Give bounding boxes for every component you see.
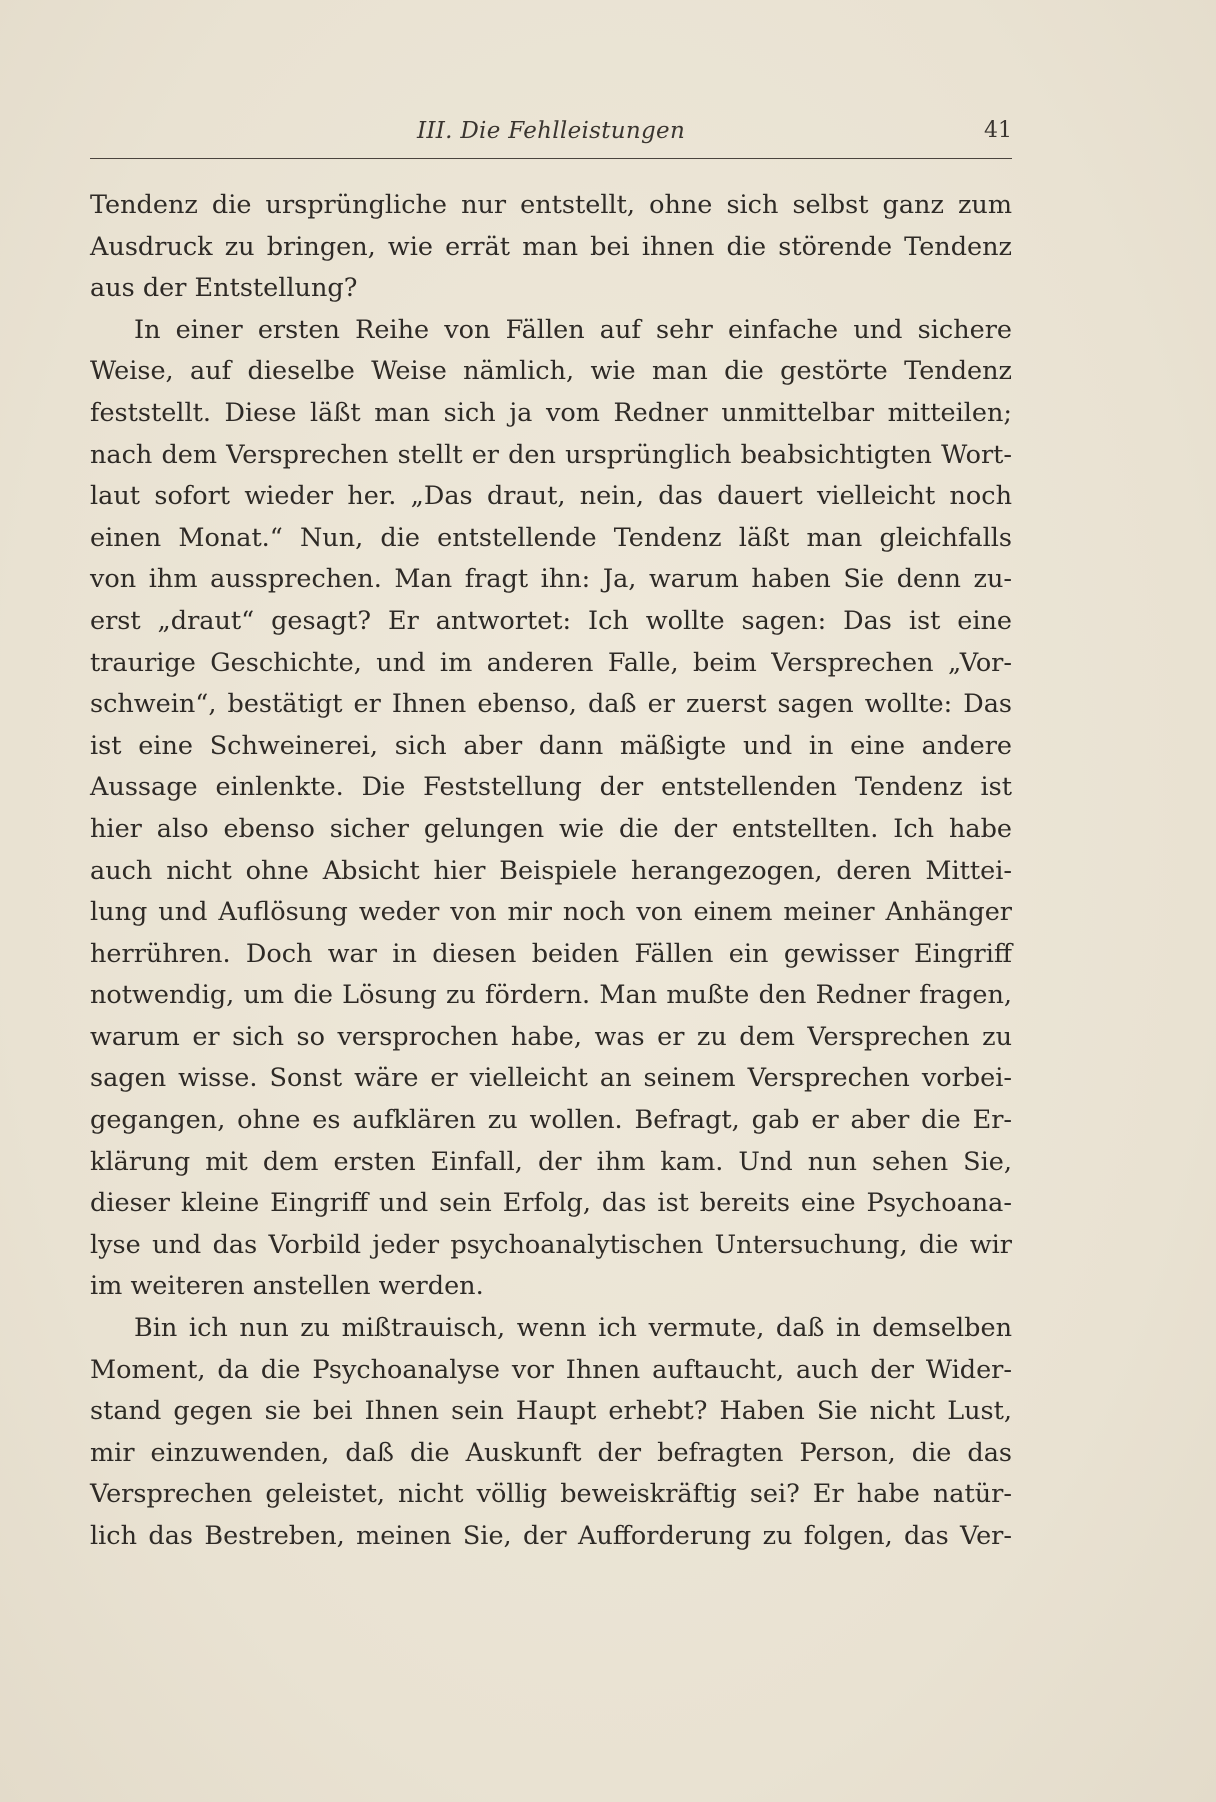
text-line: lung und Auflösung weder von mir noch von einem meiner Anhänger (90, 897, 1012, 928)
text-line: herrühren. Doch war in diesen beiden Fällen ein gewisser Eingriff (90, 938, 1012, 969)
text-line: traurige Geschichte, und im anderen Falle, beim Versprechen „Vor- (90, 647, 1012, 678)
text-line: feststellt. Diese läßt man sich ja vom Redner unmittelbar mitteilen; (90, 397, 1012, 428)
text-line: Versprechen geleistet, nicht völlig beweiskräftig sei? Er habe natür- (90, 1479, 1012, 1510)
text-line: auch nicht ohne Absicht hier Beispiele herangezogen, deren Mittei- (90, 855, 1012, 886)
running-head (90, 118, 1012, 154)
text-line: ist eine Schweinerei, sich aber dann mäßigte und in eine andere (90, 730, 1012, 761)
text-line: In einer ersten Reihe von Fällen auf sehr einfache und sichere (134, 314, 1012, 345)
text-line: Ausdruck zu bringen, wie errät man bei ihnen die störende Tendenz (90, 231, 1012, 262)
page-number: 41 (984, 118, 1012, 143)
text-line: hier also ebenso sicher gelungen wie die der entstellten. Ich habe (90, 813, 1012, 844)
text-line: stand gegen sie bei Ihnen sein Haupt erhebt? Haben Sie nicht Lust, (90, 1396, 1012, 1427)
text-line: im weiteren anstellen werden. (90, 1271, 484, 1302)
text-line: dieser kleine Eingriff und sein Erfolg, das ist bereits eine Psychoana- (90, 1188, 1012, 1219)
text-line: aus der Entstellung? (90, 273, 358, 304)
text-line: schwein“, bestätigt er Ihnen ebenso, daß er zuerst sagen wollte: Das (90, 689, 1012, 720)
text-line: gegangen, ohne es aufklären zu wollen. Befragt, gab er aber die Er- (90, 1105, 1012, 1136)
running-title: III. Die Fehlleistungen (416, 118, 686, 144)
body-text (90, 185, 1012, 1558)
text-line: Weise, auf dieselbe Weise nämlich, wie man die gestörte Tendenz (90, 356, 1012, 387)
text-line: sagen wisse. Sonst wäre er vielleicht an seinem Versprechen vorbei- (90, 1063, 1012, 1094)
text-line: Aussage einlenkte. Die Feststellung der entstellenden Tendenz ist (90, 772, 1012, 803)
text-line: Moment, da die Psychoanalyse vor Ihnen auftaucht, auch der Wider- (90, 1354, 1012, 1385)
text-line: Bin ich nun zu mißtrauisch, wenn ich vermute, daß in demselben (134, 1313, 1012, 1344)
text-line: nach dem Versprechen stellt er den ursprünglich beabsichtigten Wort- (90, 439, 1012, 470)
header-rule (90, 158, 1012, 159)
text-line: erst „draut“ gesagt? Er antwortet: Ich wollte sagen: Das ist eine (90, 605, 1012, 636)
text-line: lyse und das Vorbild jeder psychoanalytischen Untersuchung, die wir (90, 1229, 1012, 1260)
text-line: einen Monat.“ Nun, die entstellende Tendenz läßt man gleichfalls (90, 522, 1012, 553)
text-line: mir einzuwenden, daß die Auskunft der befragten Person, die das (90, 1437, 1012, 1468)
text-line: laut sofort wieder her. „Das draut, nein, das dauert vielleicht noch (90, 481, 1012, 512)
text-line: von ihm aussprechen. Man fragt ihn: Ja, warum haben Sie denn zu- (90, 564, 1012, 595)
text-line: Tendenz die ursprüngliche nur entstellt, ohne sich selbst ganz zum (90, 190, 1012, 220)
text-line: lich das Bestreben, meinen Sie, der Aufforderung zu folgen, das Ver- (90, 1521, 1012, 1551)
text-line: warum er sich so versprochen habe, was er zu dem Versprechen zu (90, 1021, 1012, 1052)
text-line: klärung mit dem ersten Einfall, der ihm kam. Und nun sehen Sie, (90, 1146, 1012, 1177)
text-line: notwendig, um die Lösung zu fördern. Man mußte den Redner fragen, (90, 980, 1012, 1011)
